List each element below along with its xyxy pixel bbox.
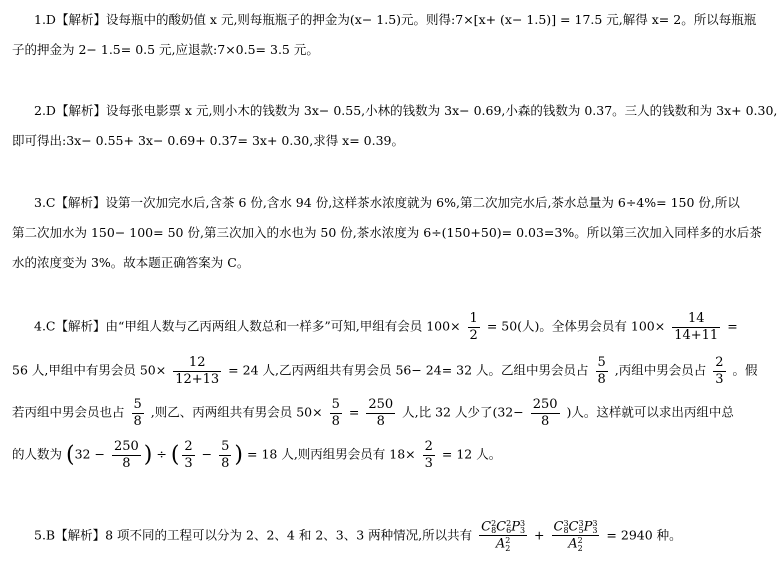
fraction: $\frac{2}{3}$ xyxy=(424,439,433,471)
fraction: $\frac{2}{3}$ xyxy=(715,355,724,387)
fraction: $\frac{2}{3}$ xyxy=(184,439,193,471)
fraction: $\frac{1}{2}$ xyxy=(469,311,478,343)
q4-text: ,丙组中男会员占 xyxy=(614,362,707,378)
q4-text: = xyxy=(348,404,360,420)
q4-text: )人。这样就可以求出丙组中总 xyxy=(566,404,734,420)
q4-text: ,则乙、丙两组共有男会员 50× xyxy=(150,404,323,420)
q3-line-2: 第二次加水为 150− 100= 50 份,第三次加入的水也为 50 份,茶水浓度为 6÷(150+50)= 0.03=3%。所以第三次加入同样多的水后茶 xyxy=(12,225,762,240)
fraction: $\frac{250}{8}$ xyxy=(113,439,139,471)
q4-text: 56 人,甲组中有男会员 50× xyxy=(12,362,167,378)
q5-line-1 xyxy=(34,520,682,552)
fraction: $\frac{250}{8}$ xyxy=(368,397,394,429)
fraction: $\frac{12}{12+13}$ xyxy=(175,355,220,387)
q4-text: = xyxy=(727,318,738,334)
q4-text: 32 − xyxy=(74,446,105,462)
q1-line-2: 子的押金为 2− 1.5= 0.5 元,应退款:7×0.5= 3.5 元。 xyxy=(12,42,319,57)
q1-line-1: 1.D【解析】设每瓶中的酸奶值 x 元,则每瓶瓶子的押金为(x− 1.5)元。则得:7×[x+ (x− 1.5)] = 17.5 元,解得 x= 2。所以每瓶瓶 xyxy=(34,12,757,27)
fraction: $\frac{250}{8}$ xyxy=(532,397,558,429)
q4-text: = 18 人,则丙组男会员有 18× xyxy=(247,446,416,462)
fraction: $\frac{5}{8}$ xyxy=(221,439,230,471)
q4-text: = 24 人,乙丙两组共有男会员 56− 24= 32 人。乙组中男会员占 xyxy=(228,362,589,378)
fraction: $\frac{14}{14+11}$ xyxy=(674,311,719,343)
q5-text: = 2940 种。 xyxy=(606,527,682,543)
q2-line-1: 2.D【解析】设每张电影票 x 元,则小木的钱数为 3x− 0.55,小林的钱数为 3x− 0.69,小森的钱数为 0.37。三人的钱数和为 3x+ 0.30, xyxy=(34,103,777,118)
fraction: $\frac{5}{8}$ xyxy=(597,355,606,387)
combination-fraction-2: C 3 8 C 3 5 P 3 3 A 2 2 xyxy=(553,519,598,553)
fraction: $\frac{5}{8}$ xyxy=(133,397,142,429)
q4-line-1 xyxy=(34,312,738,342)
q4-line-4: 的人数为 (32 − $\frac{250}{8}$ ) ÷ ( $\frac{2}{3}$ − $\frac{5}{8}$ ) = 18 人,则丙组男会员有 18× $\frac{2}{3}$ = 12 人。 xyxy=(12,439,502,471)
q4-line-3 xyxy=(12,398,734,428)
q3-line-1: 3.C【解析】设第一次加完水后,含茶 6 份,含水 94 份,这样茶水浓度就为 6%,第二次加完水后,茶水总量为 6÷4%= 150 份,所以 xyxy=(34,195,740,210)
q4-text: = 50(人)。全体男会员有 100× xyxy=(486,318,666,334)
q5-text: 5.B【解析】8 项不同的工程可以分为 2、2、4 和 2、3、3 两种情况,所以共有 xyxy=(34,527,473,543)
q2-line-2: 即可得出:3x− 0.55+ 3x− 0.69+ 0.37= 3x+ 0.30,求得 x= 0.39。 xyxy=(12,133,405,148)
q5-plus: + xyxy=(534,527,545,543)
q4-text: 若丙组中男会员也占 xyxy=(12,404,125,420)
q3-line-3: 水的浓度变为 3%。故本题正确答案为 C。 xyxy=(12,255,250,270)
q4-text: − xyxy=(201,446,213,462)
q4-text: 4.C【解析】由“甲组人数与乙丙两组人数总和一样多”可知,甲组有会员 100× xyxy=(34,318,461,334)
q4-text: = 12 人。 xyxy=(441,446,502,462)
fraction: $\frac{5}{8}$ xyxy=(331,397,340,429)
q4-line-2 xyxy=(12,356,758,386)
q4-text: ÷ xyxy=(156,446,167,462)
combination-fraction-1: C 2 8 C 2 6 P 3 3 A 2 2 xyxy=(481,519,526,553)
q4-text: 人,比 32 人少了(32− xyxy=(402,404,524,420)
q4-text: 的人数为 xyxy=(12,446,63,462)
q4-text: 。假 xyxy=(732,362,758,378)
